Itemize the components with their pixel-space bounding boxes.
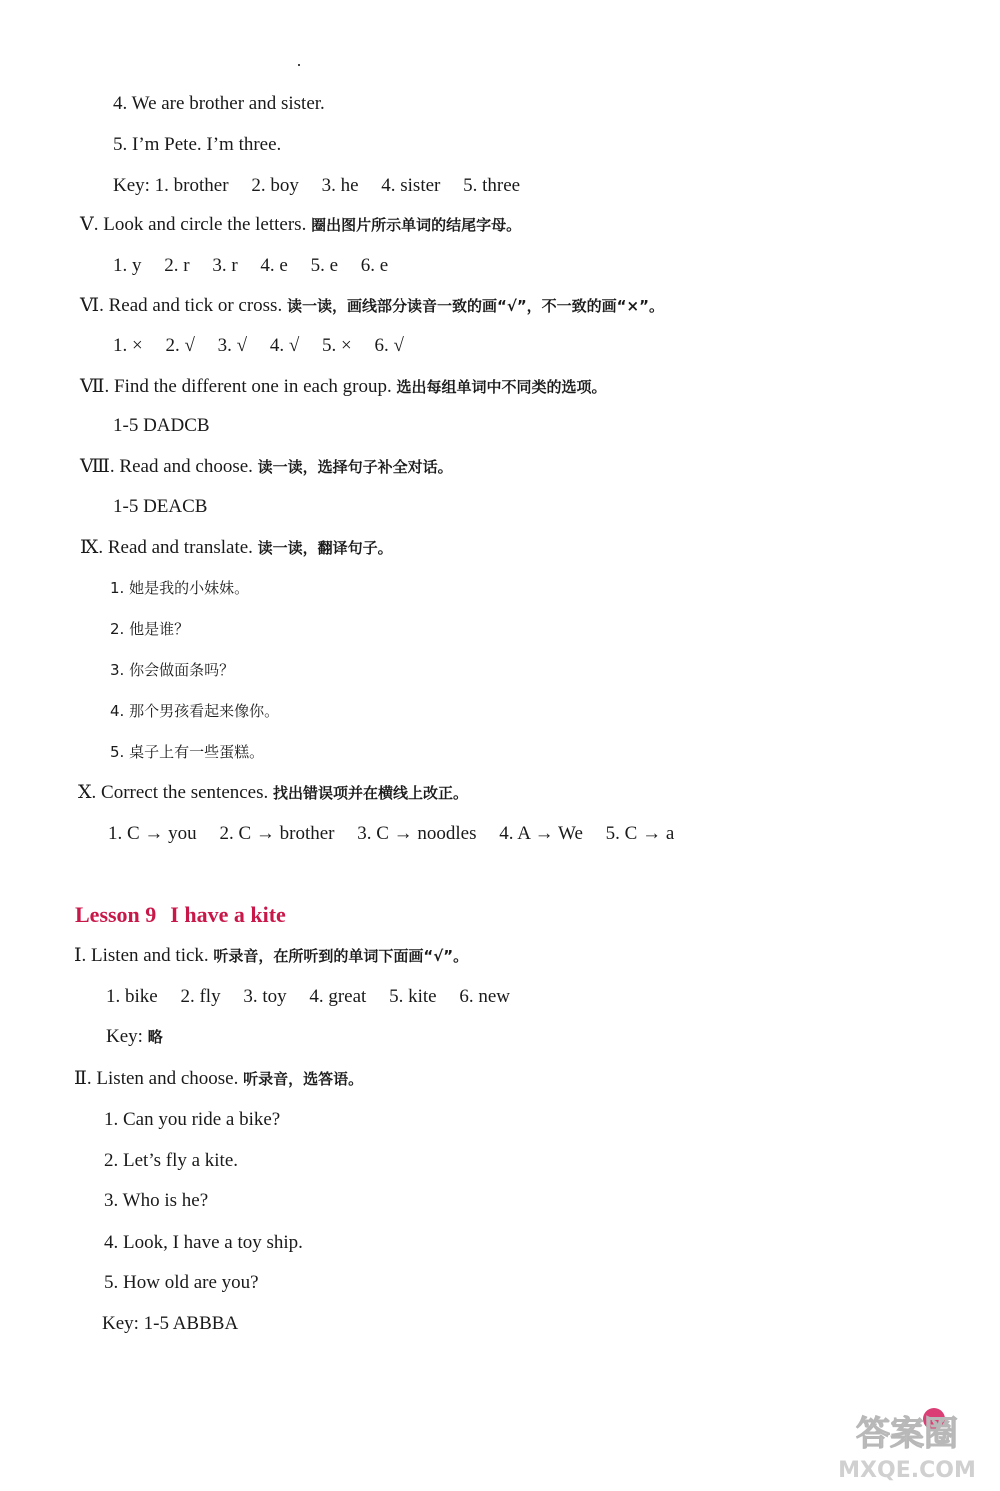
key-line: Key: 1-5 ABBBA (102, 1313, 239, 1334)
answer-item: 6. √ (374, 335, 404, 356)
answer-item: 2. fly (180, 986, 221, 1007)
lesson-number: Lesson 9 (75, 902, 157, 927)
answer-item: 5. × (322, 335, 352, 356)
answer-line: 4. Look, I have a toy ship. (104, 1232, 303, 1253)
heading-en: Ⅵ. Read and tick or cross. (80, 295, 283, 316)
translation-line: 3. 你会做面条吗？ (110, 661, 235, 679)
heading-en: Ⅷ. Read and choose. (80, 456, 253, 477)
answer-line: 5. How old are you? (104, 1272, 259, 1293)
answer-item: 5. e (310, 255, 339, 276)
answer-item: 4. e (260, 255, 288, 276)
answer-item: 1. bike (106, 986, 158, 1007)
section-heading (74, 944, 468, 968)
section-heading (74, 1067, 363, 1091)
answer-item: 4. A → We (499, 823, 583, 844)
heading-cn: 选出每组单词中不同类的选项。 (396, 378, 607, 396)
answer-line: 2. Let’s fly a kite. (104, 1150, 239, 1171)
answer-line: 1. Can you ride a bike? (104, 1109, 281, 1130)
watermark-url: MXQE.COM (838, 1458, 976, 1483)
answer-item: 5. C → a (605, 823, 675, 844)
heading-cn: 读一读，画线部分读音一致的画“√”，不一致的画“×”。 (286, 297, 664, 315)
heading-cn: 读一读，翻译句子。 (257, 539, 393, 557)
key-line (106, 1025, 163, 1049)
section-heading (80, 455, 453, 479)
answer-item: 1. × (113, 335, 143, 356)
stray-dot (298, 64, 300, 66)
key-value: 略 (147, 1028, 163, 1046)
translation-line: 2. 他是谁？ (110, 620, 190, 638)
answer-item: 3. C → noodles (357, 823, 477, 844)
answer-line (113, 334, 404, 358)
watermark-graphic (812, 1405, 992, 1485)
answer-line (113, 254, 388, 278)
answer-line (108, 822, 674, 846)
heading-en: Ⅰ. Listen and tick. (74, 945, 209, 966)
section-heading (80, 375, 607, 399)
answer-item: 6. new (459, 986, 510, 1007)
heading-cn: 读一读，选择句子补全对话。 (257, 458, 453, 476)
answer-line: 4. We are brother and sister. (113, 93, 325, 114)
answer-item: 5. kite (389, 986, 437, 1007)
watermark-logo (812, 1405, 992, 1485)
answer-item: 1. y (113, 255, 142, 276)
section-heading (80, 294, 664, 318)
section-heading (80, 536, 393, 560)
key-item: Key: 1. brother (113, 175, 229, 196)
heading-en: Ⅶ. Find the different one in each group. (80, 376, 392, 397)
answer-item: 3. toy (243, 986, 287, 1007)
answer-item: 1. C → you (108, 823, 197, 844)
heading-cn: 找出错误项并在横线上改正。 (273, 784, 469, 802)
answer-item: 3. √ (217, 335, 248, 356)
answer-line: 1-5 DEACB (113, 496, 208, 517)
answer-item: 6. e (360, 255, 389, 276)
lesson-name: I have a kite (170, 902, 286, 927)
heading-cn: 圈出图片所示单词的结尾字母。 (311, 216, 522, 234)
answer-item: 2. C → brother (219, 823, 335, 844)
answer-item: 4. great (309, 986, 367, 1007)
heading-en: Ⅸ. Read and translate. (80, 537, 253, 558)
heading-cn: 听录音，在所听到的单词下面画“√”。 (213, 947, 469, 965)
answer-item: 3. r (212, 255, 238, 276)
section-heading (80, 213, 521, 237)
key-line (113, 174, 520, 198)
heading-en: Ⅹ. Correct the sentences. (78, 782, 269, 803)
key-item: 4. sister (381, 175, 441, 196)
key-label: Key: (106, 1026, 143, 1047)
section-heading (78, 781, 468, 805)
answer-line (106, 985, 510, 1009)
answer-line: 3. Who is he? (104, 1190, 209, 1211)
answer-line: 5. I’m Pete. I’m three. (113, 134, 282, 155)
heading-en: Ⅱ. Listen and choose. (74, 1068, 239, 1089)
key-item: 5. three (463, 175, 521, 196)
answer-item: 4. √ (269, 335, 300, 356)
key-item: 3. he (321, 175, 359, 196)
translation-line: 5. 桌子上有一些蛋糕。 (110, 743, 265, 761)
watermark-text: 答案圈 (856, 1414, 958, 1454)
key-item: 2. boy (251, 175, 299, 196)
translation-line: 4. 那个男孩看起来像你。 (110, 702, 280, 720)
answer-item: 2. √ (165, 335, 195, 356)
heading-en: Ⅴ. Look and circle the letters. (80, 214, 307, 235)
answer-line: 1-5 DADCB (113, 415, 210, 436)
lesson-title (75, 902, 286, 928)
translation-line: 1. 她是我的小妹妹。 (110, 579, 250, 597)
heading-cn: 听录音，选答语。 (243, 1070, 364, 1088)
answer-item: 2. r (164, 255, 190, 276)
